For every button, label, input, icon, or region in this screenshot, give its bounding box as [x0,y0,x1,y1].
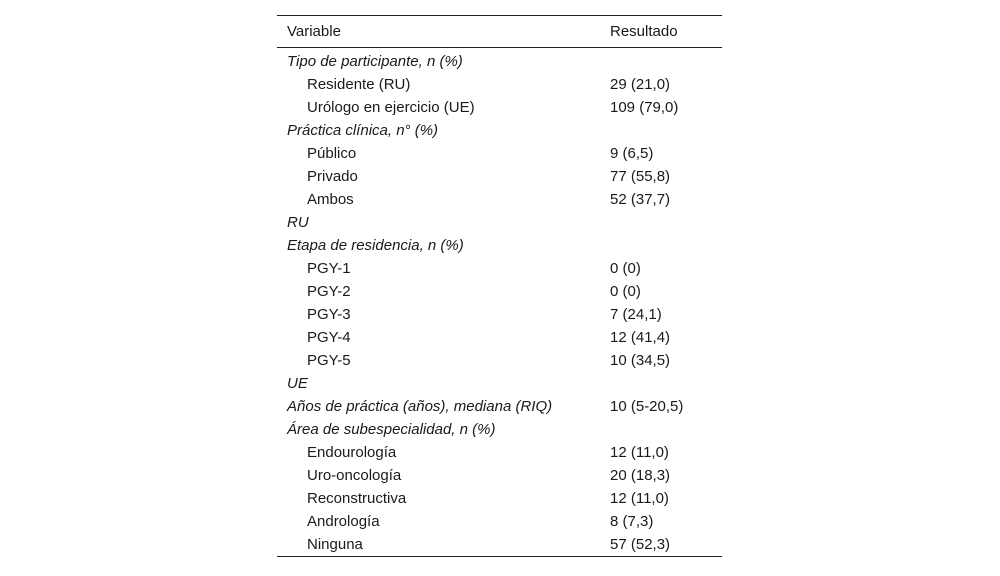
table-header [277,16,722,48]
section-row [277,48,722,74]
table-row [277,96,722,119]
data-table-container [277,15,722,557]
row-variable-label: Andrología [307,513,380,530]
row-variable-label: PGY-1 [307,260,351,277]
table-row [277,188,722,211]
row-variable-label: Área de subespecialidad, n (%) [287,421,496,438]
row-variable-label: UE [287,375,308,392]
row-result-value: 12 (11,0) [610,444,669,461]
table-body [277,48,722,557]
section-row [277,418,722,441]
header-row [277,16,722,48]
row-result-value [610,234,722,257]
row-result-value [610,418,722,441]
section-row [277,211,722,234]
row-result-value [610,211,722,234]
row-result-value: 8 (7,3) [610,513,654,530]
row-result-value: 109 (79,0) [610,99,679,116]
table-row [277,326,722,349]
row-variable-label: PGY-4 [307,329,351,346]
table-row [277,142,722,165]
table-row [277,510,722,533]
row-result-value: 10 (34,5) [610,352,671,369]
table-row [277,73,722,96]
row-result-value [610,372,722,395]
row-result-value: 52 (37,7) [610,191,671,208]
row-result-value: 12 (41,4) [610,329,671,346]
row-variable-label: Ambos [307,191,354,208]
table-row [277,349,722,372]
row-variable-label: Tipo de participante, n (%) [287,53,463,70]
row-variable-label: Uro-oncología [307,467,402,484]
row-variable-label: Práctica clínica, n° (%) [287,122,439,139]
table-row [277,165,722,188]
row-variable-label: Reconstructiva [307,490,407,507]
table-row [277,441,722,464]
table-row [277,487,722,510]
row-result-value [610,119,722,142]
row-variable-label: Endourología [307,444,397,461]
row-variable-label: PGY-5 [307,352,351,369]
row-variable-label: PGY-2 [307,283,351,300]
section-row [277,372,722,395]
row-result-value: 0 (0) [610,260,641,277]
row-variable-label: Público [307,145,357,162]
section-row [277,395,722,418]
row-variable-label: Residente (RU) [307,76,411,93]
row-variable-label: Urólogo en ejercicio (UE) [307,99,475,116]
results-table [277,15,722,557]
row-result-value: 7 (24,1) [610,306,662,323]
table-row [277,280,722,303]
row-result-value: 29 (21,0) [610,76,671,93]
row-result-value: 9 (6,5) [610,145,654,162]
row-variable-label: Privado [307,168,358,185]
table-row [277,257,722,280]
table-row [277,464,722,487]
row-result-value: 57 (52,3) [610,536,671,553]
row-result-value: 20 (18,3) [610,467,671,484]
table-row [277,303,722,326]
row-variable-label: Ninguna [307,536,363,553]
row-result-value: 77 (55,8) [610,168,671,185]
row-result-value: 10 (5-20,5) [610,398,684,415]
section-row [277,119,722,142]
header-variable: Variable [287,23,341,40]
table-row [277,533,722,557]
row-result-value: 0 (0) [610,283,641,300]
row-variable-label: PGY-3 [307,306,351,323]
row-variable-label: Etapa de residencia, n (%) [287,237,464,254]
row-result-value [610,48,722,74]
row-result-value: 12 (11,0) [610,490,669,507]
row-variable-label: RU [287,214,309,231]
section-row [277,234,722,257]
row-variable-label: Años de práctica (años), mediana (RIQ) [287,398,553,415]
header-result: Resultado [610,23,678,40]
